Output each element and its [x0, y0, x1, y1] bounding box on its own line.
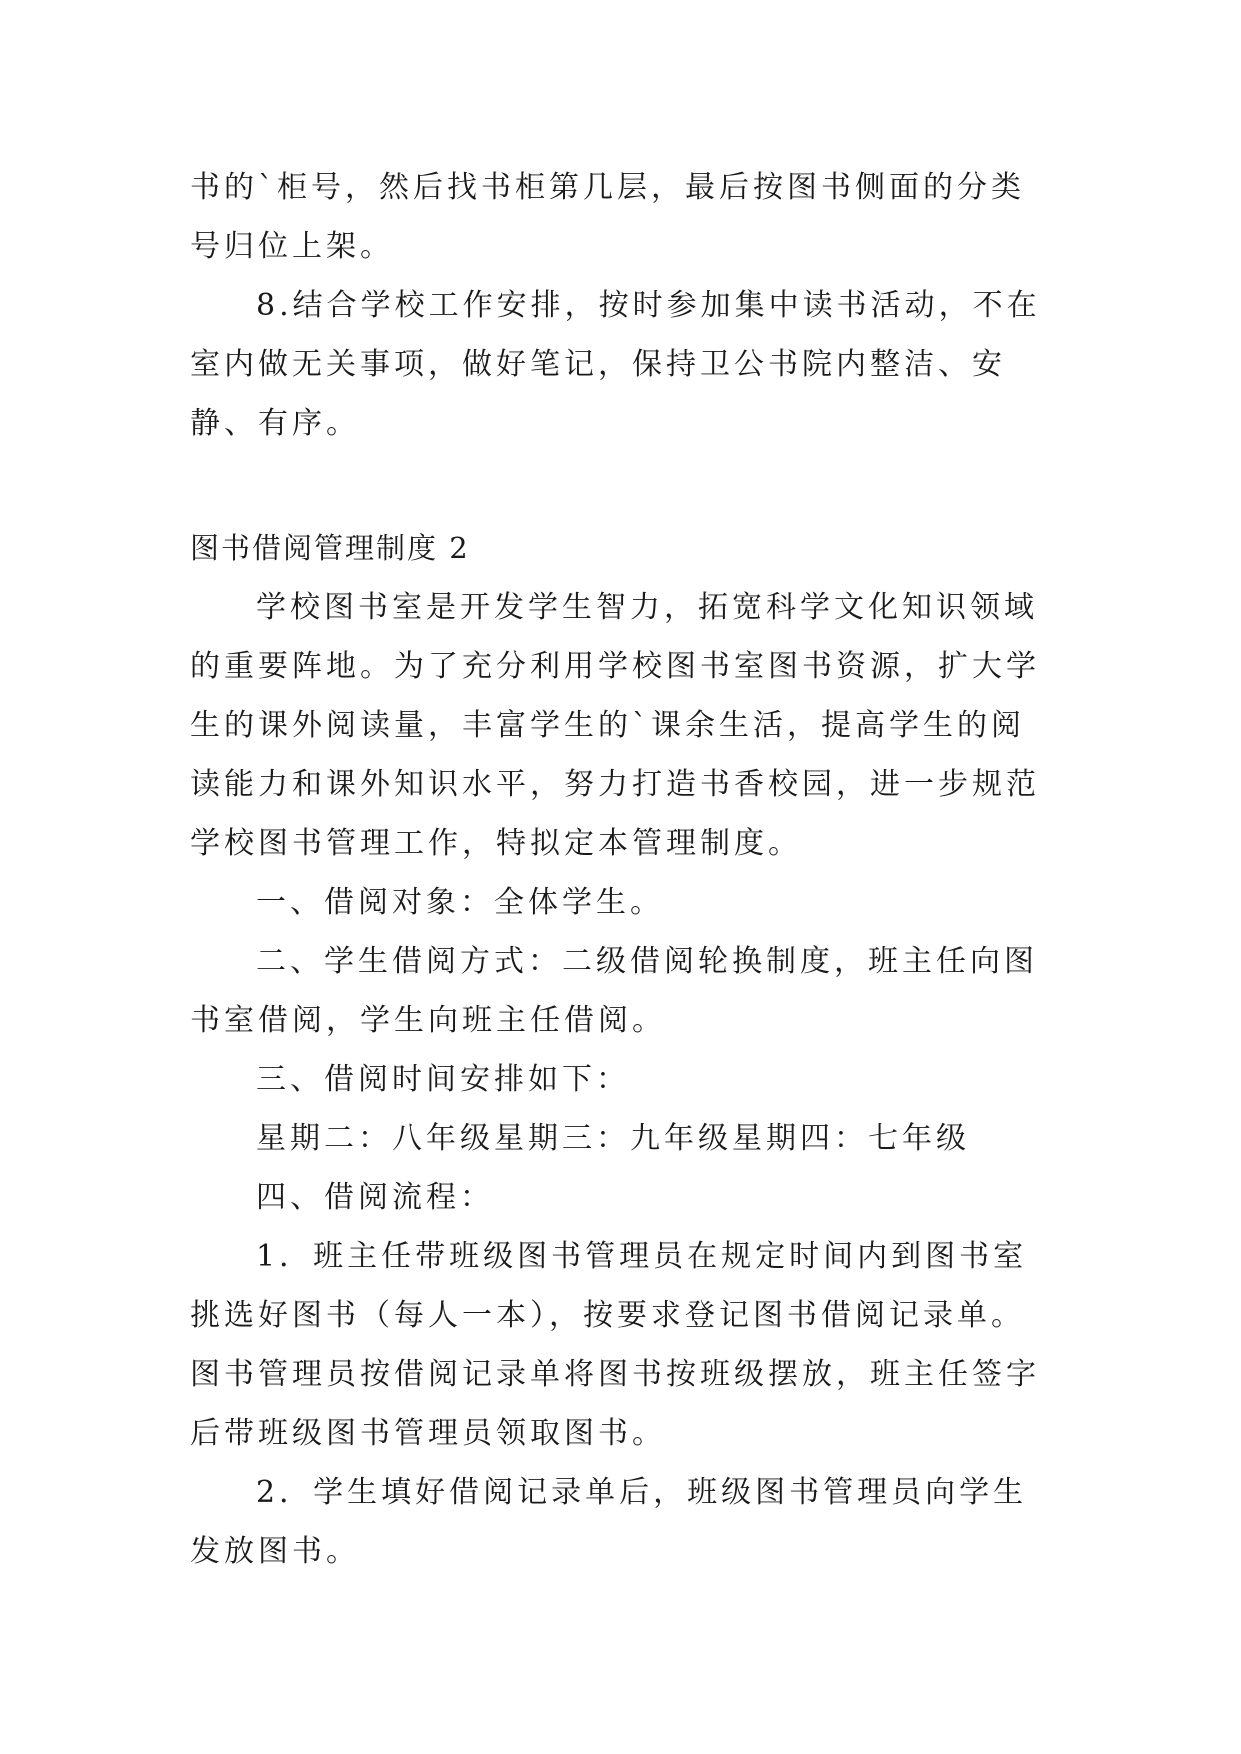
document-body	[190, 158, 1050, 1581]
paragraph-process-title: 四、借阅流程：	[256, 1180, 494, 1215]
paragraph-step-1: 1．班主任带班级图书管理员在规定时间内到图书室挑选好图书（每人一本），按要求登记图书借阅记录单。图书管理员按借阅记录单将图书按班级摆放，班主任签字后带班级图书管理员领取图书。	[190, 1239, 1040, 1451]
paragraph-schedule-title: 三、借阅时间安排如下：	[256, 1062, 630, 1097]
paragraph-borrow-method: 二、学生借阅方式：二级借阅轮换制度，班主任向图书室借阅，学生向班主任借阅。	[190, 944, 1038, 1038]
section-heading: 图书借阅管理制度 2	[190, 531, 470, 565]
section-gap	[190, 453, 1050, 519]
paragraph-schedule: 星期二：八年级星期三：九年级星期四：七年级	[256, 1121, 970, 1156]
paragraph-step-2: 2．学生填好借阅记录单后，班级图书管理员向学生发放图书。	[190, 1475, 1028, 1569]
paragraph-shelving: 书的`柜号，然后找书柜第几层，最后按图书侧面的分类号归位上架。	[190, 170, 1025, 264]
paragraph-borrowers: 一、借阅对象：全体学生。	[256, 885, 664, 920]
paragraph-rule-8: 8.结合学校工作安排，按时参加集中读书活动，不在室内做无关事项，做好笔记，保持卫公书院内整洁、安静、有序。	[190, 288, 1041, 441]
paragraph-intro: 学校图书室是开发学生智力，拓宽科学文化知识领域的重要阵地。为了充分利用学校图书室图书资源，扩大学生的课外阅读量，丰富学生的`课余生活，提高学生的阅读能力和课外知识水平，努力打造书香校园，进一步规范学校图书管理工作，特拟定本管理制度。	[190, 590, 1040, 861]
